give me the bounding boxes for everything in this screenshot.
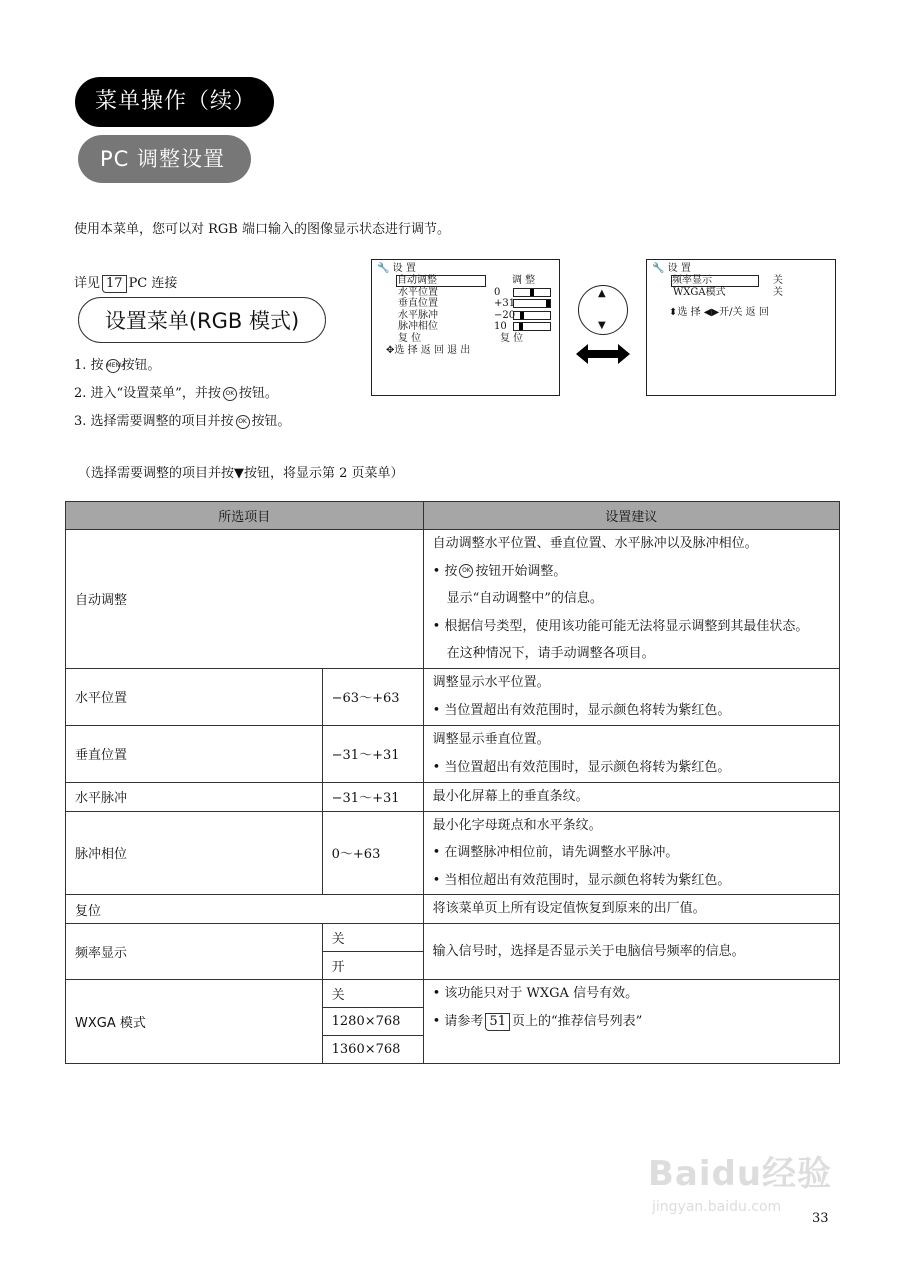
item-label: WXGA 模式 [66, 979, 323, 1063]
item-label: 脉冲相位 [66, 811, 323, 895]
wrench-icon: 🔧 [652, 263, 665, 274]
osd-value: +31 [494, 298, 516, 309]
osd-value: 调 整 [512, 275, 536, 286]
osd-row: 水平位置 [398, 287, 438, 298]
item-range: −31～+31 [322, 725, 423, 782]
item-desc: • 该功能只对于 WXGA 信号有效。 • 请参考 51 页上的“推荐信号列表” [423, 979, 839, 1063]
intro-text: 使用本菜单，您可以对 RGB 端口输入的图像显示状态进行调节。 [74, 222, 450, 237]
menu-title: 设置菜单(RGB 模式) [78, 297, 326, 343]
up-down-icon: ⬍ [669, 307, 678, 318]
table-row [66, 530, 840, 669]
reference-suffix: PC 连接 [128, 276, 178, 291]
osd-setup-page-1 [371, 259, 560, 396]
subsection-title: PC 调整设置 [78, 135, 251, 183]
osd-value: 0 [494, 287, 501, 298]
osd-row: 水平脉冲 [398, 310, 438, 321]
header-advice: 设置建议 [423, 502, 839, 530]
osd-level-bar [513, 322, 551, 331]
osd-row: 垂直位置 [398, 298, 438, 309]
osd-value: 10 [494, 321, 507, 332]
item-option: 1360×768 [322, 1035, 423, 1063]
ok-button-icon: OK [236, 415, 250, 429]
reference-line [74, 272, 177, 293]
item-desc: 输入信号时，选择是否显示关于电脑信号频率的信息。 [423, 923, 839, 979]
osd-value: 关 [773, 275, 783, 286]
item-option: 开 [322, 951, 423, 979]
item-desc: 最小化字母斑点和水平条纹。 • 在调整脉冲相位前，请先调整水平脉冲。 • 当相位超出有效范围时，显示颜色将转为紫红色。 [423, 811, 839, 895]
settings-table [65, 501, 840, 1064]
item-label: 自动调整 [66, 530, 424, 669]
step-3: 3. 选择需要调整的项目并按 OK 按钮。 [74, 414, 291, 429]
item-label: 垂直位置 [66, 725, 323, 782]
osd-title: 设 置 [667, 263, 691, 274]
osd-setup-page-2 [646, 259, 836, 396]
section-title: 菜单操作（续） [75, 77, 274, 127]
reference-prefix: 详见 [74, 276, 101, 291]
item-label: 频率显示 [66, 923, 323, 979]
item-range: −31～+31 [322, 782, 423, 811]
move-icon: ✥ [386, 345, 395, 356]
item-range: −63～+63 [322, 668, 423, 725]
item-label: 水平脉冲 [66, 782, 323, 811]
ok-button-icon: OK [459, 564, 473, 578]
item-range: 0～+63 [322, 811, 423, 895]
item-desc: 最小化屏幕上的垂直条纹。 [423, 782, 839, 811]
page-number: 33 [812, 1211, 829, 1226]
menu-button-icon: MENU [106, 359, 120, 373]
step-2: 2. 进入“设置菜单”，并按 OK 按钮。 [74, 386, 278, 401]
osd-level-bar [513, 311, 551, 320]
osd-footer: ✥选 择 返 回 退 出 [386, 345, 471, 356]
osd-row-selected: 频率显示 [671, 275, 759, 287]
page-ref-box: 17 [102, 275, 127, 293]
table-row [66, 668, 840, 725]
osd-level-bar [513, 288, 551, 297]
double-arrow-icon [576, 344, 630, 364]
item-desc: 调整显示垂直位置。 • 当位置超出有效范围时，显示颜色将转为紫红色。 [423, 725, 839, 782]
osd-row-selected: 自动调整 [396, 275, 486, 287]
item-label: 复位 [66, 895, 424, 924]
ok-button-icon: OK [223, 387, 237, 401]
step-1: 1. 按 MENU按钮。 [74, 358, 161, 373]
header-item: 所选项目 [66, 502, 424, 530]
item-option: 1280×768 [322, 1007, 423, 1035]
item-desc: 将该菜单页上所有设定值恢复到原来的出厂值。 [423, 895, 839, 924]
item-desc: 调整显示水平位置。 • 当位置超出有效范围时，显示颜色将转为紫红色。 [423, 668, 839, 725]
osd-level-bar [513, 299, 551, 308]
table-row [66, 782, 840, 811]
table-row [66, 895, 840, 924]
osd-title: 设 置 [392, 263, 416, 274]
item-option: 关 [322, 923, 423, 951]
page2-note: （选择需要调整的项目并按▼按钮，将显示第 2 页菜单） [78, 466, 404, 481]
wrench-icon: 🔧 [377, 263, 390, 274]
item-label: 水平位置 [66, 668, 323, 725]
osd-value: −20 [494, 310, 516, 321]
osd-value: 复 位 [500, 333, 524, 344]
osd-row: 脉冲相位 [398, 321, 438, 332]
table-row [66, 811, 840, 895]
item-option: 关 [322, 979, 423, 1007]
item-desc: 自动调整水平位置、垂直位置、水平脉冲以及脉冲相位。 • 按 OK 按钮开始调整。 显示“自动调整中”的信息。 • 根据信号类型，使用该功能可能无法将显示调整到其最佳状态。 在这种情况下，请手动调整各项目。 [423, 530, 839, 669]
osd-value: 关 [773, 287, 783, 298]
table-row [66, 725, 840, 782]
osd-row: 复 位 [398, 333, 422, 344]
navigation-pad-icon: ▲ ▼ [578, 285, 628, 335]
osd-footer: ⬍选 择 ◀▶开/关 返 回 [669, 307, 769, 318]
page-ref-box: 51 [485, 1013, 510, 1031]
table-header [66, 502, 840, 530]
osd-row: WXGA模式 [673, 287, 726, 298]
table-row [66, 923, 840, 951]
table-row [66, 979, 840, 1007]
watermark: Baidu经验 jingyan.baidu.com [648, 1154, 833, 1215]
